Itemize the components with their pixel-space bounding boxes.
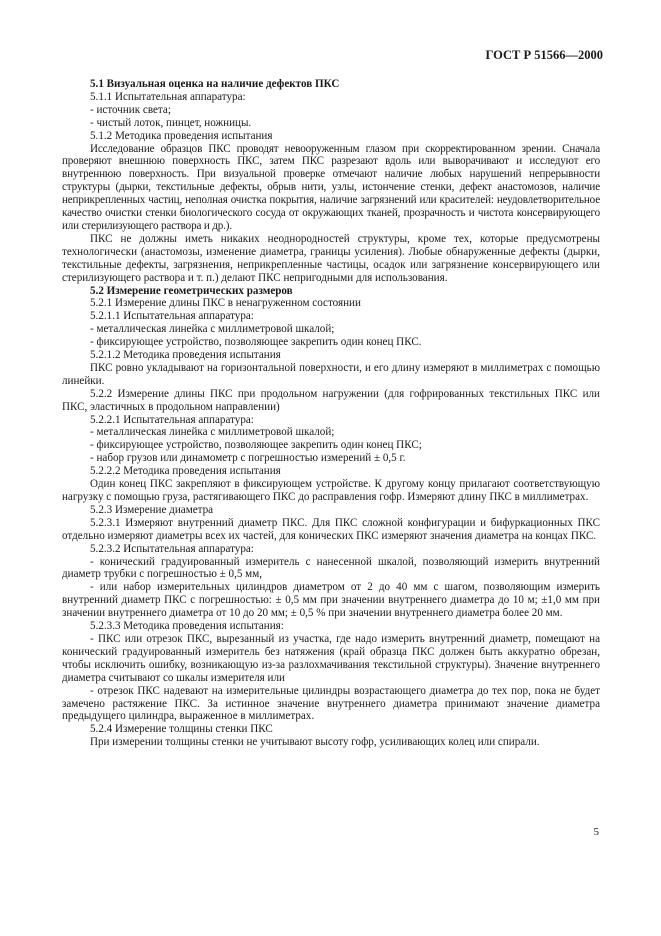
paragraph: 5.2.2 Измерение длины ПКС при продольном нагружении (для гофрированных текстильных ПКС или ПКС, эластичных в продольном направлении) <box>62 387 600 413</box>
paragraph: - фиксирующее устройство, позволяющее закрепить один конец ПКС. <box>90 336 422 349</box>
section-heading: 5.2 Измерение геометрических размеров <box>90 284 293 297</box>
paragraph: 5.2.3.3 Методика проведения испытания: <box>90 620 284 633</box>
paragraph: 5.2.3.2 Испытательная аппаратура: <box>90 542 254 555</box>
paragraph: - металлическая линейка с миллиметровой шкалой; <box>90 323 335 336</box>
document-body <box>62 78 600 749</box>
paragraph: - конический градуированный измеритель с нанесенной шкалой, позволяющий измерить внутренний диаметр трубки с погрешностью ± 0,5 мм, <box>62 555 600 581</box>
paragraph: 5.2.3 Измерение диаметра <box>90 503 214 516</box>
paragraph: 5.2.4 Измерение толщины стенки ПКС <box>90 723 273 736</box>
paragraph: 5.1.2 Методика проведения испытания <box>90 129 273 142</box>
paragraph: - чистый лоток, пинцет, ножницы. <box>90 116 252 129</box>
paragraph: - отрезок ПКС надевают на измерительные цилиндры возрастающего диаметра до тех пор, пока не будет замечено растяжение ПКС. За истинное значение внутреннего диаметра принимают значение диаметра предыдущего цилиндра, выраженное в миллиметрах. <box>62 684 600 723</box>
paragraph: - или набор измерительных цилиндров диаметром от 2 до 40 мм с шагом, позволяющим измерить внутренний диаметр ПКС с погрешностью: ± 0,5 мм при значении внутреннего диаметра до 10 м; ±1,0 мм при значении внутреннего диаметра от 10 до 20 мм; ± 0,5 % при значении внутреннего диаметра более 20 мм. <box>62 581 600 620</box>
paragraph: 5.1.1 Испытательная аппаратура: <box>90 90 246 103</box>
paragraph: 5.2.2.2 Методика проведения испытания <box>90 465 281 478</box>
paragraph: Исследование образцов ПКС проводят невооруженным глазом при скорректированном зрении. Сначала проверяют внешнюю поверхность ПКС, затем ПКС разрезают вдоль или выворачивают и исследуют его внутреннюю поверхность. При визуальной проверке отмечают наличие любых нарушений непрерывности структуры (дырки, текстильные дефекты, обрыв нити, узлы, истончение стенки, дефект анастомозов, наличие неприкрепленных частиц, неполная очистка покрытия, наличие загрязнений или красителей: неудовлетворительное качество очистки стенки биологического сосуда от окружающих тканей, прозрачность и чистота консервирующего или стерилизующего раствора и др.). <box>62 142 600 232</box>
paragraph: 5.2.3.1 Измеряют внутренний диаметр ПКС. Для ПКС сложной конфигурации и бифуркационных ПКС отдельно измеряют диаметры всех их частей, для конических ПКС измеряют значения диаметра на концах ПКС. <box>62 516 600 542</box>
paragraph: - металлическая линейка с миллиметровой шкалой; <box>90 426 335 439</box>
paragraph: - ПКС или отрезок ПКС, вырезанный из участка, где надо измерить внутренний диаметр, помещают на конический градуированный измеритель без натяжения (край образца ПКС должен быть аккуратно обрезан, чтобы исключить ошибку, возникающую из-за разлохмачивания текстильной структуры). Значение внутреннего диаметра считывают со шкалы измерителя или <box>62 632 600 684</box>
paragraph: 5.2.2.1 Испытательная аппаратура: <box>90 413 254 426</box>
paragraph: - набор грузов или динамометр с погрешностью измерений ± 0,5 г. <box>90 452 406 465</box>
paragraph: 5.2.1.1 Испытательная аппаратура: <box>90 310 254 323</box>
paragraph: 5.2.1.2 Методика проведения испытания <box>90 349 281 362</box>
standard-header: ГОСТ Р 51566—2000 <box>485 48 603 62</box>
paragraph: ПКС ровно укладывают на горизонтальной поверхности, и его длину измеряют в миллиметрах с помощью линейки. <box>62 361 600 387</box>
paragraph: 5.2.1 Измерение длины ПКС в ненагруженном состоянии <box>90 297 361 310</box>
paragraph: - источник света; <box>90 103 171 116</box>
paragraph: При измерении толщины стенки не учитывают высоту гофр, усиливающих колец или спирали. <box>90 736 540 749</box>
paragraph: - фиксирующее устройство, позволяющее закрепить один конец ПКС; <box>90 439 422 452</box>
section-heading: 5.1 Визуальная оценка на наличие дефектов ПКС <box>90 78 340 90</box>
page-number: 5 <box>593 826 599 838</box>
paragraph: ПКС не должны иметь никаких неоднородностей структуры, кроме тех, которые предусмотрены технологически (анастомозы, изменение диаметра, границы усиления). Любые обнаруженные дефекты (дырки, текстильные дефекты, загрязнения, неприкрепленные частицы, осадок или загрязнение консервирующего или стерилизующего раствора и т. п.) делают ПКС непригодными для использования. <box>62 232 600 284</box>
paragraph: Один конец ПКС закрепляют в фиксирующем устройстве. К другому концу прилагают соответствующую нагрузку с помощью груза, растягивающего ПКС до расправления гофр. Измеряют длину ПКС в миллиметрах. <box>62 478 600 503</box>
